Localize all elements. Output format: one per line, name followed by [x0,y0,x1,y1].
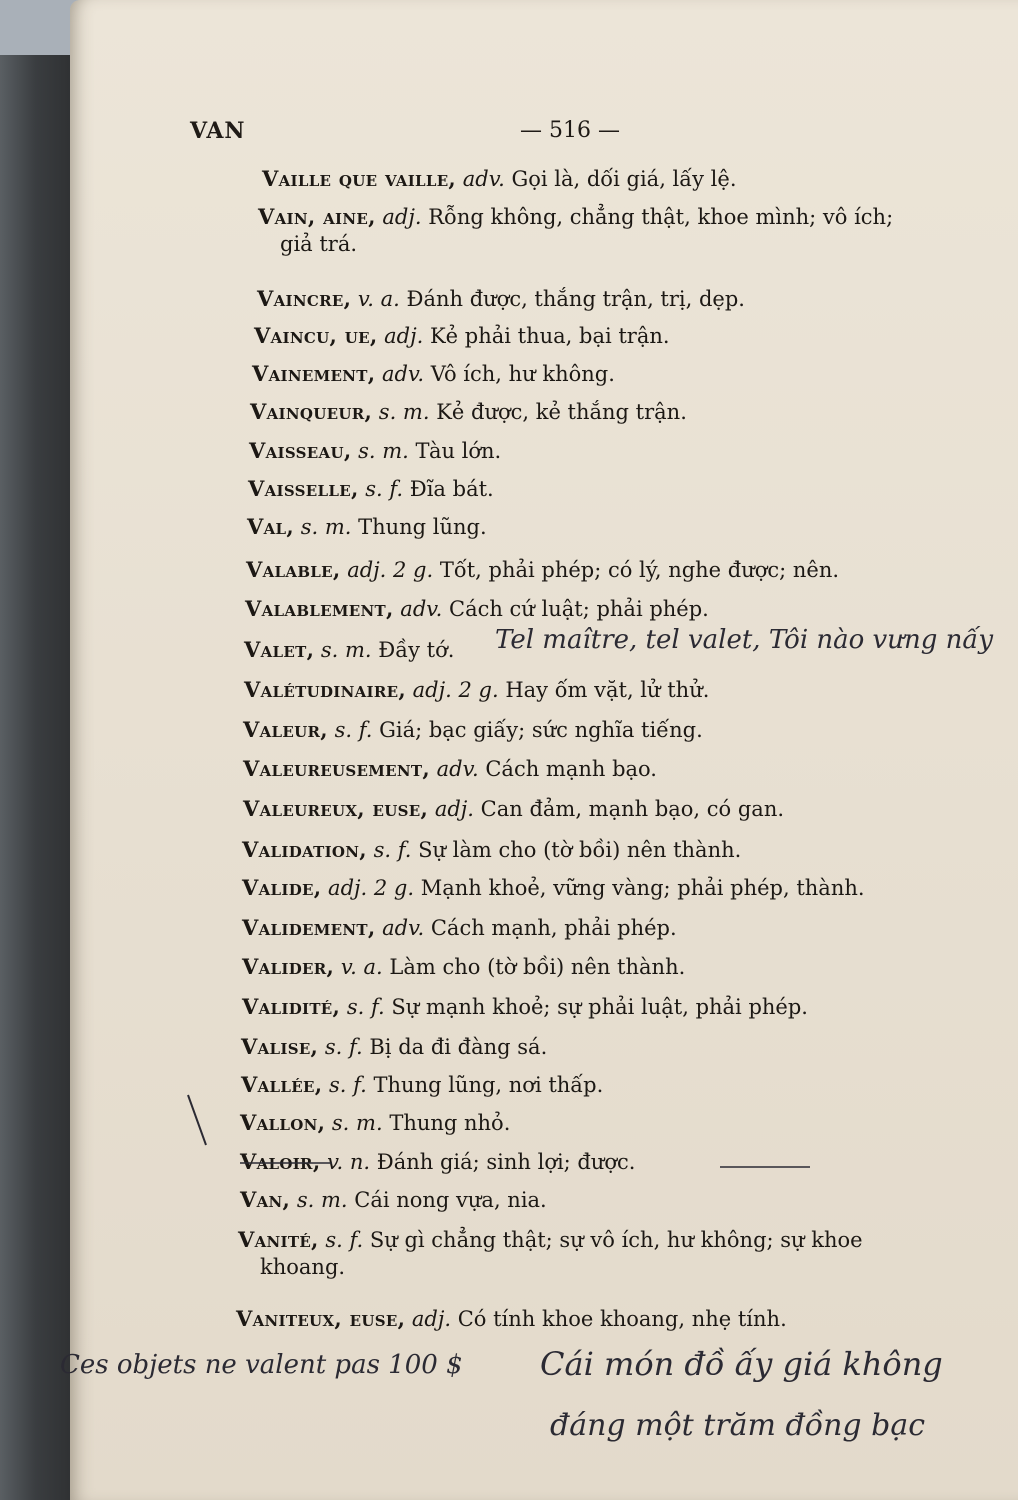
entry-part-of-speech: adj. [384,324,424,348]
entry-part-of-speech: s. f. [324,1035,363,1059]
entry-definition: Làm cho (tờ bồi) nên thành. [389,955,686,979]
entry-headword: Valeureusement, [243,756,430,781]
entry-headword: Valeureux, euse, [243,796,429,821]
dictionary-entry [243,716,963,744]
entry-continuation: giả trá. [280,232,358,256]
dictionary-entry [242,874,962,902]
dictionary-entry [243,755,963,783]
entry-headword: Vainqueur, [250,399,373,424]
entry-headword: Validité, [242,994,341,1019]
entry-part-of-speech: adv. [462,167,505,191]
entry-definition: Kẻ phải thua, bại trận. [429,324,670,348]
dictionary-entry [248,475,968,503]
dictionary-entry [238,1226,958,1281]
entry-headword: Valable, [246,557,341,582]
handwritten-note-viet-line2: đáng một trăm đồng bạc [550,1408,926,1443]
entry-headword: Val, [247,514,294,539]
dictionary-entry [242,914,962,942]
entry-definition: Gọi là, dối giá, lấy lệ. [511,167,737,191]
entry-part-of-speech: s. m. [331,1111,383,1135]
dictionary-entry [242,836,962,864]
entry-headword: Vallon, [240,1110,326,1135]
entry-definition: Sự làm cho (tờ bồi) nên thành. [418,838,742,862]
entry-headword: Vaille que vaille, [262,166,457,191]
dictionary-entry [242,953,962,981]
dictionary-entry [257,285,977,313]
entry-definition: Mạnh khoẻ, vững vàng; phải phép, thành. [420,876,865,900]
entry-definition: Cách cứ luật; phải phép. [449,597,709,621]
entry-part-of-speech: v. a. [357,287,400,311]
pen-mark-left [188,1095,206,1145]
dictionary-entry [246,556,966,584]
entry-definition: Thung nhỏ. [389,1111,511,1135]
entry-part-of-speech: adv. [382,362,425,386]
dictionary-entry [254,322,974,350]
entry-definition: Tốt, phải phép; có lý, nghe được; nên. [439,558,840,582]
entry-headword: Vain, aine, [258,204,376,229]
entry-definition: Đánh được, thắng trận, trị, dẹp. [406,287,745,311]
entry-definition: Cách mạnh, phải phép. [430,916,677,940]
entry-headword: Valet, [244,637,315,662]
entry-part-of-speech: s. m. [320,638,372,662]
entry-part-of-speech: s. f. [334,718,373,742]
entry-part-of-speech: s. f. [346,995,385,1019]
entry-headword: Vallée, [241,1072,323,1097]
handwritten-note-valet: Tel maître, tel valet, Tôi nào vưng nấy [495,625,994,655]
entry-headword: Valide, [242,875,322,900]
page-number: — 516 — [520,118,620,143]
entry-definition: Hay ốm vặt, lử thử. [505,678,710,702]
entry-headword: Validation, [242,837,367,862]
entry-headword: Vanité, [238,1227,319,1252]
dictionary-entry [244,676,964,704]
entry-part-of-speech: s. m. [296,1188,348,1212]
entry-part-of-speech: s. f. [329,1073,367,1097]
entry-headword: Valise, [241,1034,319,1059]
entry-headword: Vaniteux, euse, [236,1306,406,1331]
entry-definition: Đánh giá; sinh lợi; được. [376,1150,636,1174]
dictionary-entry [241,1033,961,1061]
entry-part-of-speech: adj. [434,797,474,821]
dictionary-entry [262,165,982,193]
entry-headword: Vaincre, [257,286,352,311]
dictionary-entry [249,437,969,465]
entry-part-of-speech: s. f. [365,477,404,501]
entry-headword: Van, [240,1187,291,1212]
entry-continuation: khoang. [260,1255,346,1279]
dictionary-entry [247,513,967,541]
entry-headword: Vaisseau, [249,438,352,463]
entry-part-of-speech: adv. [400,597,443,621]
entry-headword: Valablement, [245,596,394,621]
entry-definition: Kẻ được, kẻ thắng trận. [436,400,687,424]
entry-definition: Rỗng không, chẳng thật, khoe mình; vô ích; [428,205,894,229]
entry-definition: Có tính khoe khoang, nhẹ tính. [457,1307,787,1331]
page-header [190,118,910,148]
entry-definition: Cái nong vựa, nia. [354,1188,547,1212]
entry-part-of-speech: adv. [436,757,479,781]
entry-headword: Vaincu, ue, [254,323,378,348]
entry-definition: Thung lũng. [358,515,487,539]
entry-definition: Bị da đi đàng sá. [369,1035,548,1059]
entry-definition: Can đảm, mạnh bạo, có gan. [480,797,785,821]
guide-word: VAN [190,118,246,144]
entry-headword: Valoir, [240,1149,321,1174]
entry-headword: Vainement, [252,361,376,386]
entry-definition: Đầy tớ. [378,638,455,662]
dictionary-entry [245,595,965,623]
entry-headword: Validement, [242,915,376,940]
entry-definition: Giá; bạc giấy; sức nghĩa tiếng. [379,718,703,742]
entry-part-of-speech: s. f. [325,1228,364,1252]
entry-part-of-speech: adj. 2 g. [347,558,434,582]
entry-headword: Valétudinaire, [244,677,406,702]
entry-definition: Cách mạnh bạo. [485,757,657,781]
entry-definition: Thung lũng, nơi thấp. [373,1073,604,1097]
pen-marks [180,1085,1018,1195]
entry-definition: Sự gì chẳng thật; sự vô ích, hư không; sự khoe [369,1228,863,1252]
entry-definition: Vô ích, hư không. [430,362,615,386]
entry-part-of-speech: adj. [411,1307,452,1331]
handwritten-note-french: Ces objets ne valent pas 100 $ [60,1350,463,1380]
entry-part-of-speech: v. n. [327,1150,371,1174]
entry-headword: Valeur, [243,717,328,742]
dictionary-entry [250,398,970,426]
dictionary-entry [243,795,963,823]
entry-headword: Valider, [242,954,335,979]
entry-part-of-speech: adv. [382,916,425,940]
entry-part-of-speech: adj. 2 g. [412,678,499,702]
entry-definition: Đĩa bát. [409,477,494,501]
handwritten-note-viet-line1: Cái món đồ ấy giá không [540,1345,943,1383]
dictionary-entry [252,360,972,388]
dictionary-entry [242,993,962,1021]
entry-part-of-speech: s. m. [300,515,352,539]
entry-part-of-speech: adj. 2 g. [328,876,415,900]
entry-definition: Sự mạnh khoẻ; sự phải luật, phải phép. [391,995,808,1019]
entry-headword: Vaisselle, [248,476,359,501]
entry-part-of-speech: adj. [382,205,422,229]
entry-part-of-speech: s. f. [373,838,412,862]
dictionary-entry [236,1305,956,1333]
entry-part-of-speech: s. m. [358,439,409,463]
entry-part-of-speech: s. m. [378,400,430,424]
entry-part-of-speech: v. a. [340,955,383,979]
dictionary-entry [258,203,978,258]
entry-definition: Tàu lớn. [415,439,502,463]
